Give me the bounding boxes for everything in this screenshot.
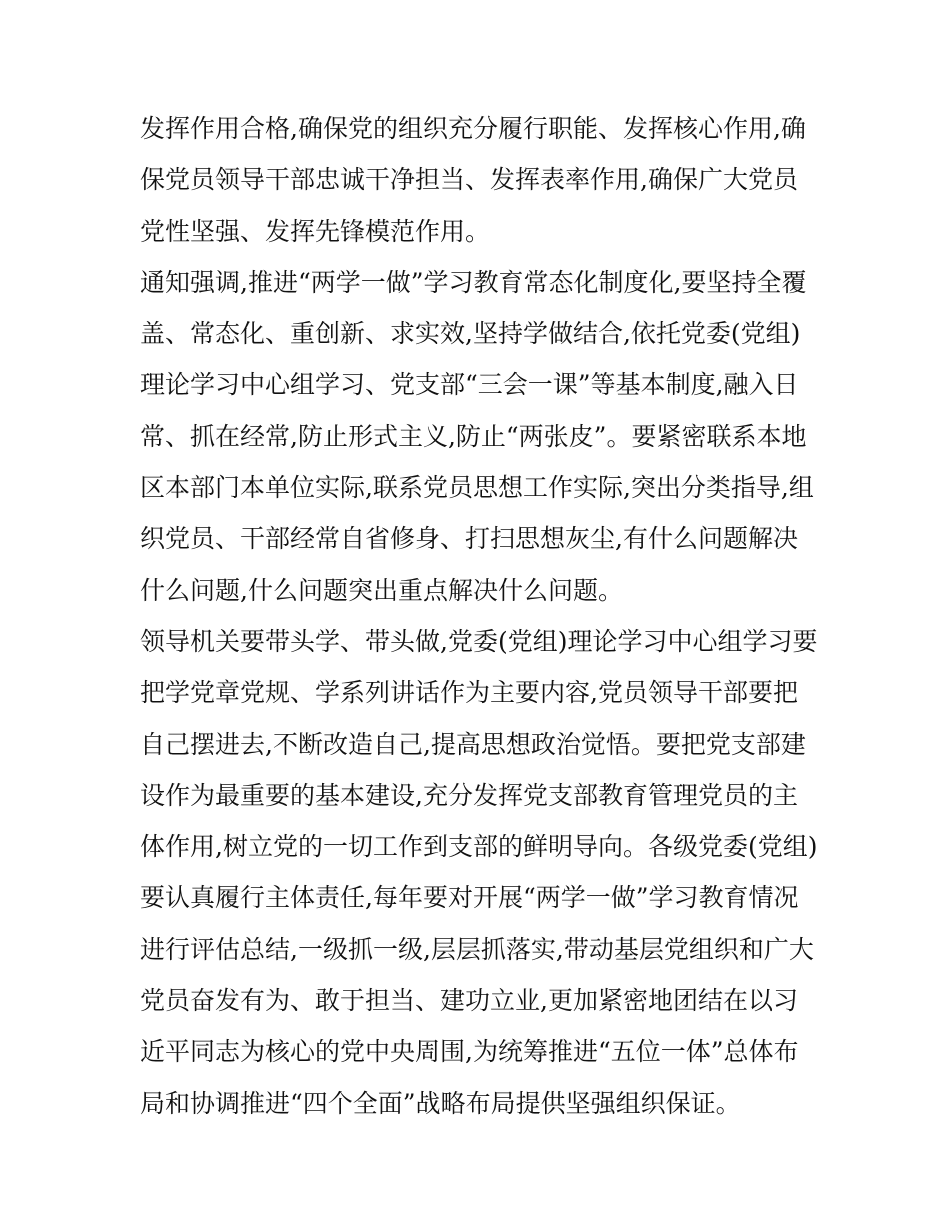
text-line: 领导机关要带头学、带头做,党委(党组)理论学习中心组学习要 — [140, 626, 818, 656]
text-line: 把学党章党规、学系列讲话作为主要内容,党员领导干部要把 — [140, 678, 798, 708]
text-line: 通知强调,推进“两学一做”学习教育常态化制度化,要坚持全覆 — [140, 267, 807, 297]
text-line: 近平同志为核心的党中央周围,为统筹推进“五位一体”总体布 — [140, 1037, 799, 1067]
text-line: 发挥作用合格,确保党的组织充分履行职能、发挥核心作用,确 — [140, 114, 806, 143]
text-line: 保党员领导干部忠诚干净担当、发挥表率作用,确保广大党员 — [140, 165, 798, 195]
text-line: 盖、常态化、重创新、求实效,坚持学做结合,依托党委(党组) — [140, 319, 801, 349]
text-line: 局和协调推进“四个全面”战略布局提供坚强组织保证。 — [140, 1088, 741, 1118]
text-line: 体作用,树立党的一切工作到支部的鲜明导向。各级党委(党组) — [140, 832, 818, 862]
text-line: 常、抓在经常,防止形式主义,防止“两张皮”。要紧密联系本地 — [140, 421, 807, 451]
text-line: 织党员、干部经常自省修身、打扫思想灰尘,有什么问题解决 — [140, 524, 798, 554]
text-line: 党性坚强、发挥先锋模范作用。 — [140, 216, 491, 246]
text-line: 区本部门本单位实际,联系党员思想工作实际,突出分类指导,组 — [140, 473, 814, 503]
document-body — [140, 103, 820, 1129]
text-line: 什么问题,什么问题突出重点解决什么问题。 — [140, 575, 623, 605]
text-line: 进行评估总结,一级抓一级,层层抓落实,带动基层党组织和广大 — [140, 934, 814, 964]
text-line: 党员奋发有为、敢于担当、建功立业,更加紧密地团结在以习 — [140, 986, 798, 1016]
text-line: 理论学习中心组学习、党支部“三会一课”等基本制度,融入日 — [140, 370, 799, 400]
text-line: 自己摆进去,不断改造自己,提高思想政治觉悟。要把党支部建 — [140, 729, 806, 759]
text-line: 设作为最重要的基本建设,充分发挥党支部教育管理党员的主 — [140, 780, 798, 810]
text-line: 要认真履行主体责任,每年要对开展“两学一做”学习教育情况 — [140, 883, 799, 913]
